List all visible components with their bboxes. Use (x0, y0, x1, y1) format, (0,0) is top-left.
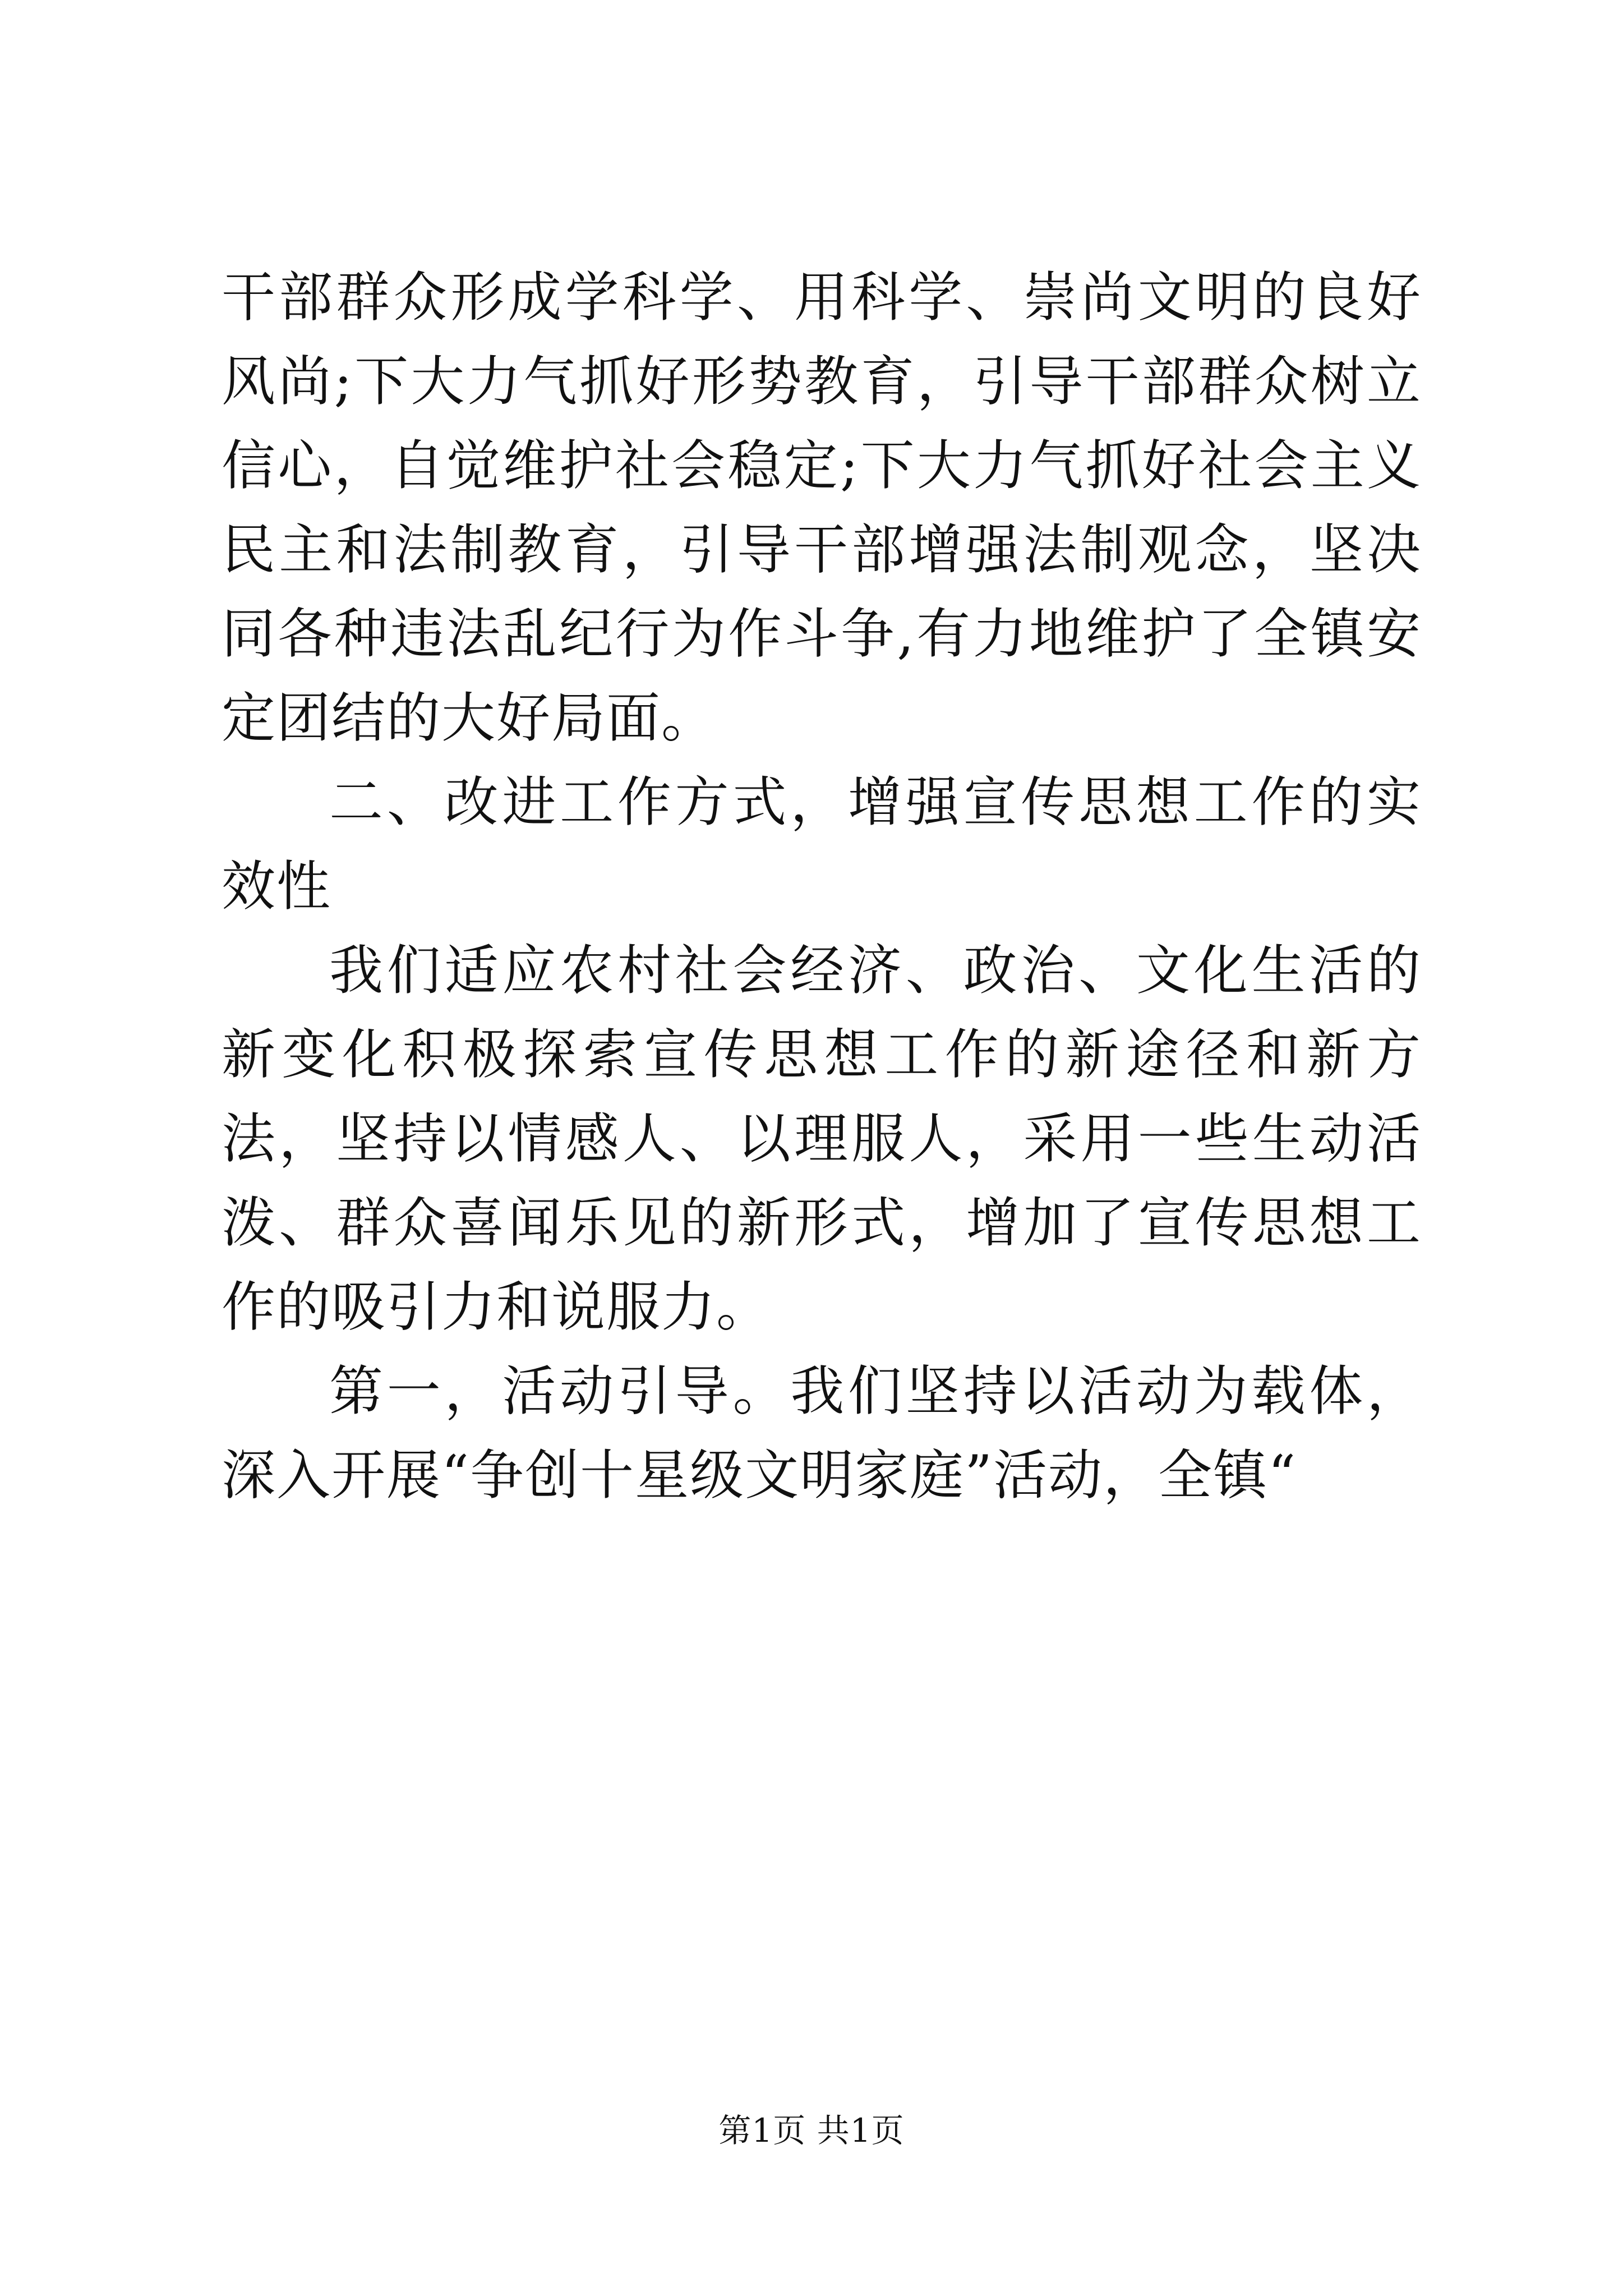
paragraph-4: 第一，活动引导。我们坚持以活动为载体，深入开展“争创十星级文明家庭”活动，全镇“ (222, 1360, 1422, 1507)
document-body (222, 255, 1422, 1517)
paragraph-1: 干部群众形成学科学、用科学、崇尚文明的良好风尚;下大力气抓好形势教育，引导干部群众树立信心，自觉维护社会稳定;下大力气抓好社会主义民主和法制教育，引导干部增强法制观念，坚决同各种违法乱纪行为作斗争,有力地维护了全镇安定团结的大好局面。 (222, 266, 1422, 749)
page-footer: 第1页 共1页 (718, 2111, 905, 2150)
paragraph-3: 我们适应农村社会经济、政治、文化生活的新变化积极探索宣传思想工作的新途径和新方法，坚持以情感人、以理服人，采用一些生动活泼、群众喜闻乐见的新形式，增加了宣传思想工作的吸引力和说服力。 (222, 939, 1422, 1338)
section-heading-2: 二、改进工作方式，增强宣传思想工作的实效性 (222, 771, 1422, 918)
